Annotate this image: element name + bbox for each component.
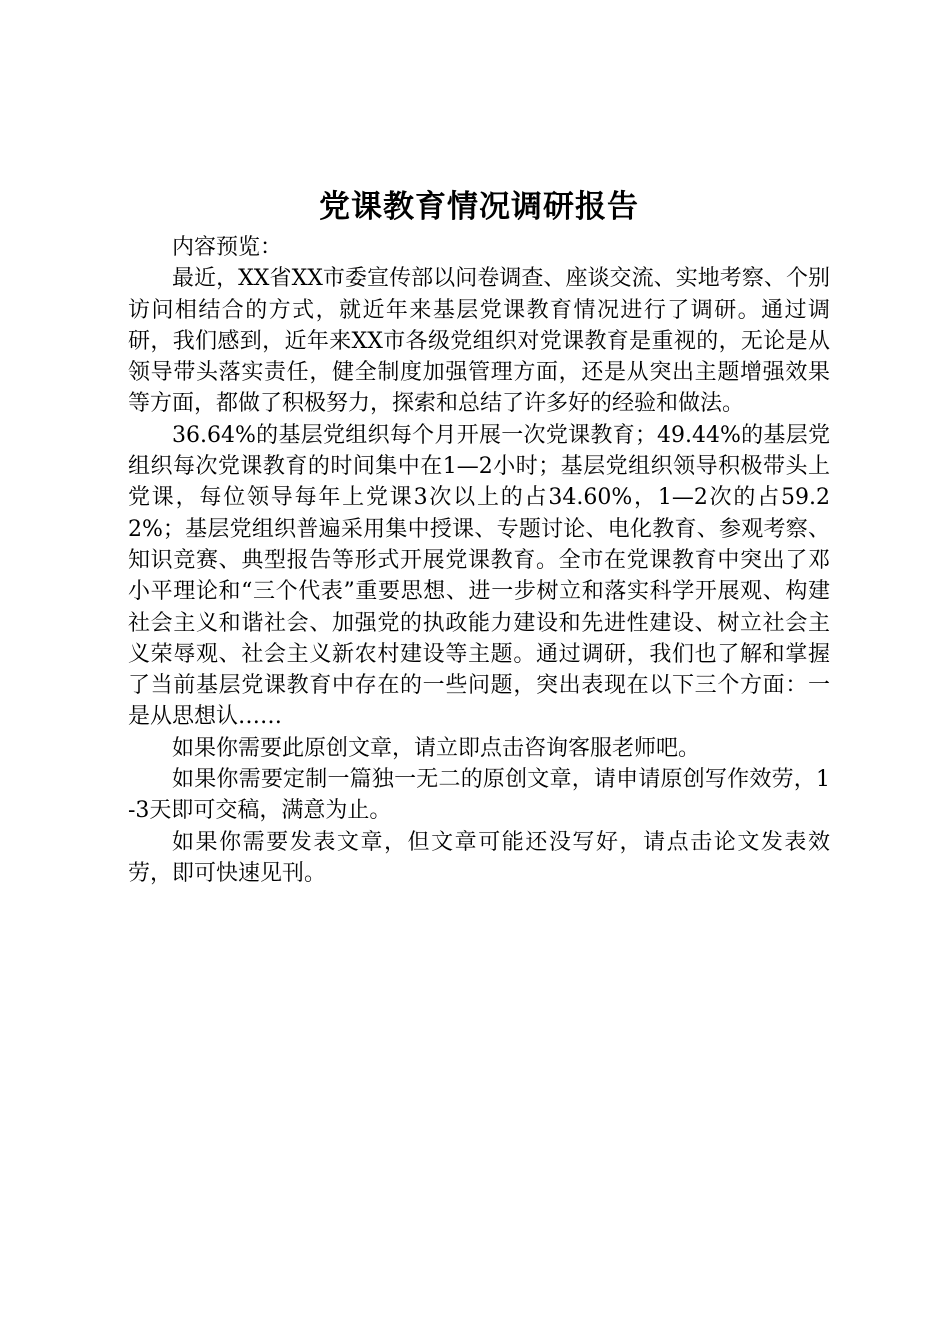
body-paragraph-intro: 最近，XX省XX市委宣传部以问卷调查、座谈交流、实地考察、个别访问相结合的方式，就近年来基层党课教育情况进行了调研。通过调研，我们感到，近年来XX市各级党组织对党课教育是重视的，无论是从领导带头落实责任，健全制度加强管理方面，还是从突出主题增强效果等方面，都做了积极努力，探索和总结了许多好的经验和做法。 (128, 266, 830, 417)
custom-writing-notice: 如果你需要定制一篇独一无二的原创文章，请申请原创写作效劳，1-3天即可交稿，满意为止。 (128, 767, 830, 824)
publishing-notice: 如果你需要发表文章，但文章可能还没写好，请点击论文发表效劳，即可快速见刊。 (128, 829, 830, 886)
document-title: 党课教育情况调研报告 (319, 189, 639, 225)
body-paragraph-statistics: 36.64%的基层党组织每个月开展一次党课教育；49.44%的基层党组织每次党课教育的时间集中在1—2小时；基层党组织领导积极带头上党课，每位领导每年上党课3次以上的占34.60%，1—2次的占59.22%；基层党组织普遍采用集中授课、专题讨论、电化教育、参观考察、知识竞赛、典型报告等形式开展党课教育。全市在党课教育中突出了邓小平理论和“三个代表”重要思想、进一步树立和落实科学开展观、构建社会主义和谐社会、加强党的执政能力建设和先进性建设、树立社会主义荣辱观、社会主义新农村建设等主题。通过调研，我们也了解和掌握了当前基层党课教育中存在的一些问题，突出表现在以下三个方面：一是从思想认…… (128, 422, 830, 730)
contact-notice: 如果你需要此原创文章，请立即点击咨询客服老师吧。 (172, 735, 701, 761)
preview-label: 内容预览： (172, 235, 283, 260)
document-page (128, 182, 830, 889)
